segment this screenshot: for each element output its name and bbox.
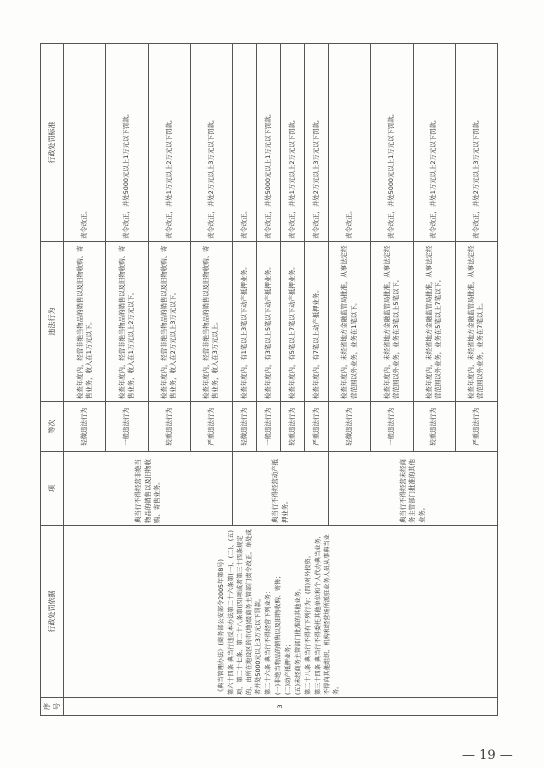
header-std: 行政处罚标准 [41, 44, 64, 242]
severity-level-cell: 较重违法行为 [148, 402, 190, 452]
violation-act-cell: 检查年度内，未经省地方金融监管局批准，从事法定经营范围以外业务，业务在7笔以上。 [455, 242, 497, 402]
rotated-table-wrapper [40, 44, 498, 716]
penalty-standard-cell: 责令改正，并处1万元以上2万元以下罚款。 [413, 44, 455, 242]
violation-act-cell: 检查年度内，未经省地方金融监管局批准，从事法定经营范围以外业务，业务在3笔以上5笔以下。 [371, 242, 413, 402]
violation-act-cell: 检查年度内，经营非绝当物品的销售以及旧物收购、寄售业务，收入在2万元以上3万元以下。 [148, 242, 190, 402]
severity-level-cell: 轻微违法行为 [329, 402, 371, 452]
severity-level-cell: 轻微违法行为 [233, 402, 257, 452]
penalty-standard-cell: 责令改正，并处5000元以上1万元以下罚款。 [371, 44, 413, 242]
penalty-standard-cell: 责令改正。 [329, 44, 371, 242]
header-item: 项 [41, 452, 64, 526]
violation-act-cell: 检查年度内，有5笔以上7笔以下动产抵押业务。 [281, 242, 305, 402]
violation-act-cell: 检查年度内，有7笔以上动产抵押业务。 [305, 242, 329, 402]
basis-paragraph: (五)未经商务主管部门批准的其他业务。 [295, 584, 303, 695]
row-number: 3 [64, 698, 498, 716]
header-no: 序号 [41, 698, 64, 716]
penalty-standard-cell: 责令改正。 [64, 44, 106, 242]
penalty-basis-cell [64, 526, 498, 698]
penalty-standard-cell: 责令改正，并处1万元以上2万元以下罚款。 [281, 44, 305, 242]
severity-level-cell: 严重违法行为 [455, 402, 497, 452]
penalty-standard-cell: 责令改正。 [233, 44, 257, 242]
header-basis: 行政处罚依据 [41, 526, 64, 698]
penalty-standard-cell: 责令改正，并处5000元以上1万元以下罚款。 [106, 44, 148, 242]
basis-paragraph: 第二十六条 典当行不得经营下列业务： [265, 587, 273, 695]
header-act: 违法行为 [41, 242, 64, 402]
severity-level-cell: 严重违法行为 [190, 402, 232, 452]
severity-level-cell: 一般违法行为 [371, 402, 413, 452]
violation-item-cell: 典当行不得经营非绝当物品的销售以及旧物收购、寄售业务。 [64, 452, 233, 526]
penalty-standard-cell: 责令改正，并处2万元以上3万元以下罚款。 [455, 44, 497, 242]
violation-act-cell: 检查年度内，经营非绝当物品的销售以及旧物收购、寄售业务，收入在3万元以上。 [190, 242, 232, 402]
basis-paragraph: 第三十四条 典当行不得委托其他单位和个人代办典当业务，不得向其他组织、机构和经营场所派驻业务人员从事典当业务。 [315, 532, 341, 695]
basis-paragraph: 《典当管理办法》(商务部公安部令2005年第8号) [218, 559, 226, 695]
basis-paragraph: (二)动产抵押业务； [285, 640, 293, 695]
penalty-standard-cell: 责令改正，并处5000元以上1万元以下罚款。 [257, 44, 281, 242]
violation-item-cell: 典当行不得经营动产抵押业务。 [233, 452, 329, 526]
header-level: 等次 [41, 402, 64, 452]
violation-act-cell: 检查年度内，经营非绝当物品的销售以及旧物收购、寄售业务，收入在1万元以上2万元以下。 [106, 242, 148, 402]
severity-level-cell: 较重违法行为 [281, 402, 305, 452]
violation-act-cell: 检查年度内，未经省地方金融监管局批准，从事法定经营范围以外业务，业务在5笔以上7笔以下。 [413, 242, 455, 402]
severity-level-cell: 较重违法行为 [413, 402, 455, 452]
penalty-standard-cell: 责令改正，并处2万元以上3万元以下罚款。 [305, 44, 329, 242]
penalty-standard-cell: 责令改正，并处1万元以上2万元以下罚款。 [148, 44, 190, 242]
table-header-row [41, 44, 64, 716]
basis-paragraph: (一)非绝当物品的销售以及旧物收购、寄售； [275, 572, 283, 695]
violation-item-cell: 典当行不得经营未经商务主管部门批准的其他业务。 [329, 452, 498, 526]
penalty-standard-table [40, 43, 498, 716]
page-number: — 19 — [462, 748, 513, 763]
penalty-standard-cell: 责令改正，并处2万元以上3万元以下罚款。 [190, 44, 232, 242]
severity-level-cell: 一般违法行为 [106, 402, 148, 452]
severity-level-cell: 严重违法行为 [305, 402, 329, 452]
severity-level-cell: 轻微违法行为 [64, 402, 106, 452]
violation-act-cell: 检查年度内，未经省地方金融监管局批准，从事法定经营范围以外业务，业务在1笔以下。 [329, 242, 371, 402]
violation-act-cell: 检查年度内，有3笔以上5笔以下动产抵押业务。 [257, 242, 281, 402]
violation-act-cell: 检查年度内，经营非绝当物品的销售以及旧物收购、寄售业务，收入在1万元以下。 [64, 242, 106, 402]
basis-paragraph: 第六十四条 典当行违反本办法第二十六条第(一)、(二)、(五)项，第二十七条、第二十八条第(四)项或者第三十四条规定的，由所在地设区的市(地)级商务主管部门责令改正，单处或者并处5000元以上3万元以下罚款。 [228, 529, 263, 695]
severity-level-cell: 一般违法行为 [257, 402, 281, 452]
table-row [64, 44, 106, 716]
violation-act-cell: 检查年度内，有1笔以上3笔以下动产抵押业务。 [233, 242, 257, 402]
basis-paragraph: 第二十八条 典当行不得有下列行为：(四)对外投资。 [305, 552, 313, 695]
